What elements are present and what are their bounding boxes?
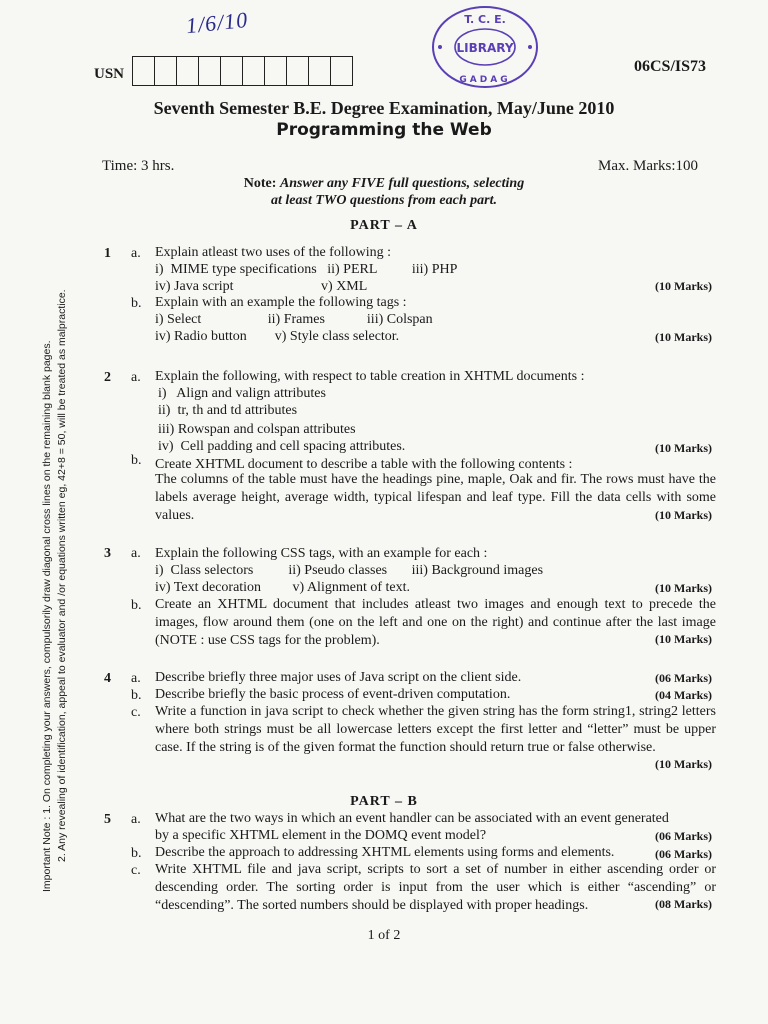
q2a-line-5: iv) Cell padding and cell spacing attributes. [158, 439, 406, 454]
q1a-marks: (10 Marks) [655, 279, 712, 293]
q4a-label: a. [131, 671, 141, 686]
question-2-number: 2 [104, 370, 111, 385]
note-line-2: at least TWO questions from each part. [271, 193, 497, 208]
q4a-line-1: Describe briefly three major uses of Java script on the client side. [155, 670, 522, 685]
q5a-label: a. [131, 812, 141, 827]
q4b-line-1: Describe briefly the basic process of event-driven computation. [155, 687, 511, 702]
usn-box [287, 56, 309, 86]
q1a-line-2: i) MIME type specifications ii) PERL iii) PHP [155, 262, 458, 277]
q4a-marks: (06 Marks) [655, 671, 712, 685]
q2b-paragraph: The columns of the table must have the headings pine, maple, Oak and fir. The rows must have the labels average height, average width, typical lifespan and leaf type. Fill the data cells with some values. [155, 472, 716, 523]
note-label: Note: [243, 176, 277, 191]
usn-box [331, 56, 353, 86]
q2b-marks: (10 Marks) [655, 508, 712, 522]
q1a-line-3: iv) Java script v) XML [155, 279, 368, 294]
note-line-1: Answer any FIVE full questions, selecting [279, 176, 525, 191]
question-5-number: 5 [104, 812, 111, 827]
handwritten-date: 1/6/10 [184, 6, 250, 39]
q5c-label: c. [131, 863, 141, 878]
question-4-number: 4 [104, 671, 111, 686]
part-b-heading: PART – B [350, 794, 418, 809]
q4c-label: c. [131, 705, 141, 720]
exam-time: Time: 3 hrs. [102, 158, 175, 174]
library-stamp [430, 4, 540, 90]
max-marks: Max. Marks:100 [598, 158, 698, 174]
important-side-note [40, 232, 70, 892]
q3b-label: b. [131, 598, 142, 613]
q3a-line-1: Explain the following CSS tags, with an example for each : [155, 546, 488, 561]
exam-title: Seventh Semester B.E. Degree Examination, May/June 2010 [153, 98, 615, 118]
stamp-top-text: T. C. E. [464, 13, 506, 26]
q5b-marks: (06 Marks) [655, 847, 712, 861]
question-3-number: 3 [104, 546, 111, 561]
q1a-label: a. [131, 246, 141, 261]
stamp-bottom-text: GADAG [459, 75, 511, 85]
q1b-line-3: iv) Radio button v) Style class selector. [155, 329, 400, 344]
q5b-label: b. [131, 846, 142, 861]
q1a-line-1: Explain atleast two uses of the following : [155, 245, 392, 260]
q3a-line-2: i) Class selectors ii) Pseudo classes iii) Background images [155, 563, 544, 578]
q1b-marks: (10 Marks) [655, 330, 712, 344]
q5a-line-1: What are the two ways in which an event handler can be associated with an event generated [155, 811, 669, 826]
q2b-label: b. [131, 453, 142, 468]
q4b-label: b. [131, 688, 142, 703]
stamp-center-text: LIBRARY [456, 41, 514, 55]
q5b-line-1: Describe the approach to addressing XHTML elements using forms and elements. [155, 845, 615, 860]
q2a-line-2: i) Align and valign attributes [158, 386, 326, 401]
subject-title: Programming the Web [276, 120, 492, 140]
page-number: 1 of 2 [367, 928, 401, 943]
usn-box [177, 56, 199, 86]
usn-box [221, 56, 243, 86]
q2a-marks: (10 Marks) [655, 441, 712, 455]
q1b-line-2: i) Select ii) Frames iii) Colspan [155, 312, 433, 327]
usn-box [155, 56, 177, 86]
side-note-line-1: Important Note : 1. On completing your answers, compulsorily draw diagonal cross lines on the remaining blank pages. [41, 340, 53, 892]
q4c-marks: (10 Marks) [655, 757, 712, 771]
instructions-note [0, 175, 768, 209]
q3b-marks: (10 Marks) [655, 632, 712, 646]
side-note-line-2: 2. Any revealing of identification, appeal to evaluator and /or equations written eg, 42+8 = 50, will be treated as malpractice. [56, 289, 68, 862]
q3a-line-3: iv) Text decoration v) Alignment of text. [155, 580, 410, 595]
q3a-marks: (10 Marks) [655, 581, 712, 595]
q3a-label: a. [131, 546, 141, 561]
question-1-number: 1 [104, 246, 111, 261]
q2b-line-1: Create XHTML document to describe a table with the following contents : [155, 457, 573, 472]
q2a-line-4: iii) Rowspan and colspan attributes [158, 422, 356, 437]
q3b-paragraph: Create an XHTML document that includes atleast two images and enough text to precede the images, flow around them (one on the left and one on the right) and continue after the last image (NOTE : use CSS tags for the problem). [155, 597, 716, 648]
q5c-marks: (08 Marks) [655, 897, 712, 911]
q2a-line-3: ii) tr, th and td attributes [158, 403, 298, 418]
part-a-heading: PART – A [350, 218, 418, 233]
q5c-paragraph: Write XHTML file and java script, scripts to sort a set of number in either ascending order or descending order. The sorting order is input from the user which is either “ascending” or “descending”. The sorted numbers should be displayed with proper headings. [155, 862, 716, 913]
q2a-label: a. [131, 370, 141, 385]
q4b-marks: (04 Marks) [655, 688, 712, 702]
q1b-label: b. [131, 296, 142, 311]
q5a-line-2: by a specific XHTML element in the DOMQ event model? [155, 828, 487, 843]
q2a-line-1: Explain the following, with respect to table creation in XHTML documents : [155, 369, 585, 384]
course-code: 06CS/IS73 [634, 58, 707, 75]
usn-boxes [132, 56, 353, 86]
q4c-paragraph: Write a function in java script to check whether the given string has the form string1, string2 letters where both strings must be all lowercase letters except the first letter and “letter” must be upper case. If the string is of the given format the function should return true or false otherwise. [155, 704, 716, 755]
usn-box [199, 56, 221, 86]
q5a-marks: (06 Marks) [655, 829, 712, 843]
q1b-line-1: Explain with an example the following tags : [155, 295, 407, 310]
usn-box [265, 56, 287, 86]
usn-box [309, 56, 331, 86]
usn-label: USN [94, 66, 125, 82]
usn-box [133, 56, 155, 86]
usn-box [243, 56, 265, 86]
